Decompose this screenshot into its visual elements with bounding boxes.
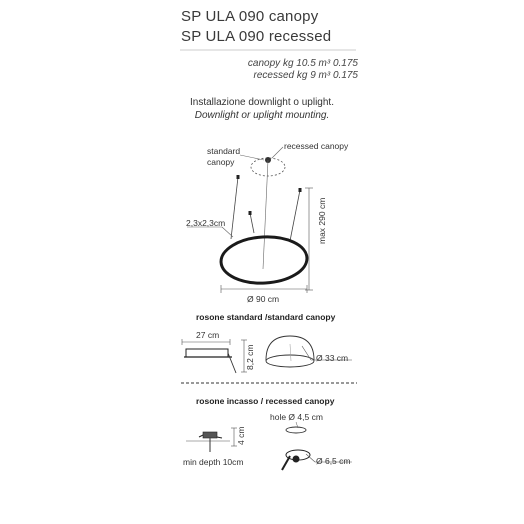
- installation-note-en: Downlight or uplight mounting.: [194, 110, 330, 121]
- recessed-side-body: [203, 432, 217, 438]
- section-leader: [222, 227, 233, 237]
- label-canopy-diameter: Ø 33 cm: [316, 353, 349, 363]
- label-hole: hole Ø 4,5 cm: [270, 412, 323, 422]
- recessed-leader: [272, 147, 283, 158]
- cable-marker-back: [249, 211, 252, 215]
- hole-outline: [286, 427, 306, 433]
- cable-right: [290, 190, 300, 241]
- label-recessed-height: 4 cm: [236, 426, 246, 445]
- label-recessed-canopy: recessed canopy: [284, 141, 349, 151]
- recessed-heading: rosone incasso / recessed canopy: [196, 396, 335, 406]
- label-section: 2,3x2,3cm: [186, 218, 226, 228]
- label-canopy: canopy: [207, 157, 235, 167]
- standard-heading: rosone standard /standard canopy: [196, 312, 336, 322]
- canopy-side-body: [186, 349, 228, 357]
- cable-left: [231, 177, 238, 239]
- canopy-base: [266, 355, 314, 367]
- power-cord: [263, 160, 268, 269]
- cable-marker-right: [299, 188, 302, 192]
- installation-note-it: Installazione downlight o uplight.: [190, 97, 334, 108]
- label-standard: standard: [207, 146, 241, 156]
- title-recessed: SP ULA 090 recessed: [181, 28, 332, 45]
- cable-back: [250, 213, 254, 233]
- label-height: max 290 cm: [317, 197, 327, 244]
- canopy-cord: [228, 353, 236, 373]
- label-recessed-diameter: Ø 6,5 cm: [316, 456, 351, 466]
- cable-marker-left: [237, 175, 240, 179]
- spec-canopy: canopy kg 10.5 m³ 0.175: [247, 58, 358, 69]
- standard-leader: [240, 155, 264, 160]
- label-diameter: Ø 90 cm: [247, 294, 280, 304]
- label-min-depth: min depth 10cm: [183, 457, 244, 467]
- recessed-stem: [282, 456, 290, 470]
- spec-recessed: recessed kg 9 m³ 0.175: [253, 70, 358, 81]
- label-width: 27 cm: [196, 330, 220, 340]
- label-depth: 8,2 cm: [245, 344, 255, 370]
- title-canopy: SP ULA 090 canopy: [181, 8, 319, 25]
